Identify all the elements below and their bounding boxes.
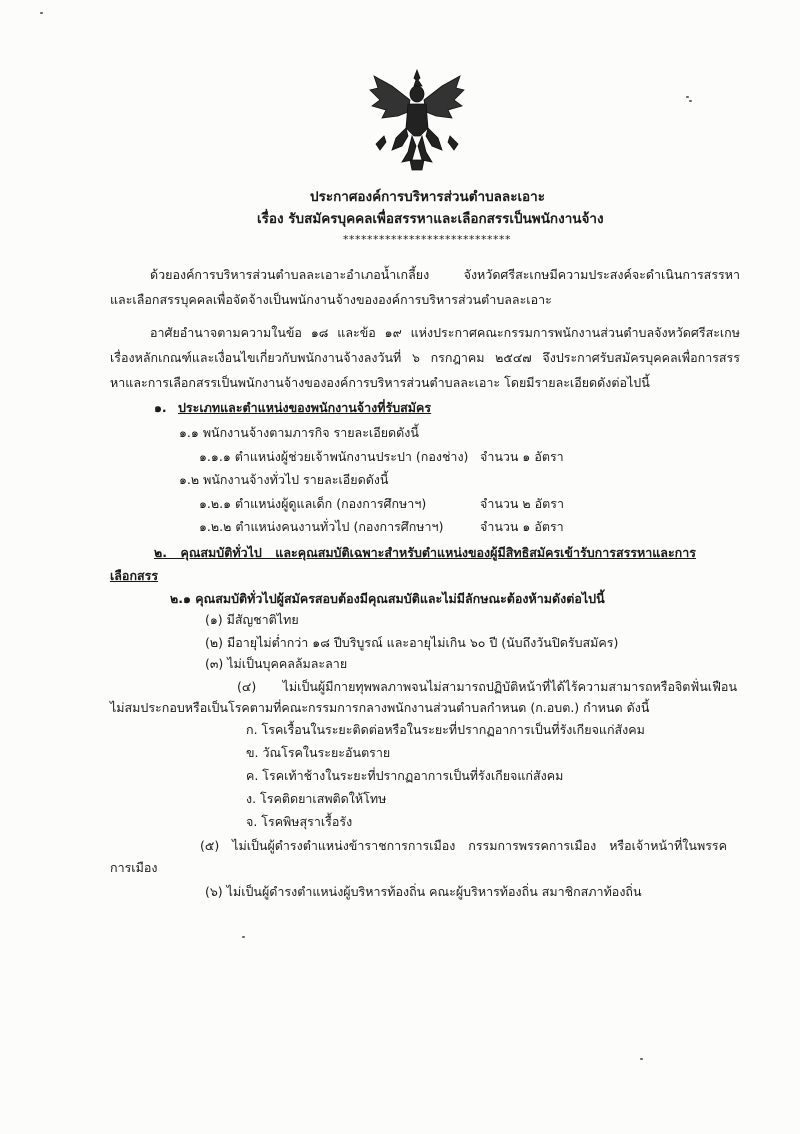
section-1-number: ๑.	[154, 400, 167, 415]
document-subject: เรื่อง รับสมัครบุคคลเพื่อสรรหาและเลือกสรรเป็นพนักงานจ้าง	[257, 211, 604, 227]
scan-speck	[689, 100, 692, 102]
position-1-2-1: ๑.๒.๑ ตำแหน่งผู้ดูแลเด็ก (กองการศึกษาฯ)	[199, 496, 427, 511]
section-1-1: ๑.๑ พนักงานจ้างตามภารกิจ รายละเอียดดังนี้	[179, 425, 419, 440]
disease-e: จ. โรคพิษสุราเรื้อรัง	[246, 814, 353, 829]
position-1-2-2: ๑.๒.๒ ตำแหน่งคนงานทั่วไป (กองการศึกษาฯ)	[199, 519, 444, 534]
position-1-2-1-count: จำนวน ๒ อัตรา	[480, 496, 564, 511]
intro-paragraph-2-end: หาและการเลือกสรรเป็นพนักงานจ้างขององค์การบริหารส่วนตำบลละเอาะ โดยมีรายละเอียดดังต่อไปนี้	[110, 375, 650, 390]
scan-speck	[40, 12, 43, 14]
position-1-1-1: ๑.๑.๑ ตำแหน่งผู้ช่วยเจ้าพนักงานประปา (กองช่าง)	[199, 449, 469, 464]
scan-speck	[640, 1058, 643, 1060]
intro-paragraph-2: อาศัยอำนาจตามความในข้อ ๑๘ และข้อ ๑๙ แห่งประกาศคณะกรรมการพนักงานส่วนตำบลจังหวัดศรีสะเกษ	[150, 325, 740, 340]
title-separator: ****************************	[343, 233, 511, 246]
qualification-2: (๒) มีอายุไม่ต่ำกว่า ๑๘ ปีบริบูรณ์ และอายุไม่เกิน ๖๐ ปี (นับถึงวันปิดรับสมัคร)	[205, 635, 619, 650]
document-title: ประกาศองค์การบริหารส่วนตำบลละเอาะ	[310, 189, 545, 205]
qualification-6: (๖) ไม่เป็นผู้ดำรงตำแหน่งผู้บริหารท้องถิ่น คณะผู้บริหารท้องถิ่น สมาชิกสภาท้องถิ่น	[205, 884, 642, 899]
disease-b: ข. วัณโรคในระยะอันตราย	[246, 745, 391, 760]
section-2-1-heading: ๒.๑ คุณสมบัติทั่วไปผู้สมัครสอบต้องมีคุณสมบัติและไม่มีลักษณะต้องห้ามดังต่อไปนี้	[170, 591, 605, 606]
garuda-emblem	[362, 66, 472, 176]
intro-paragraph-2-cont: เรื่องหลักเกณฑ์และเงื่อนไขเกี่ยวกับพนักงานจ้างลงวันที่ ๖ กรกฎาคม ๒๕๔๗ จึงประกาศรับสมัครบุคคลเพื่อการสรร	[110, 350, 740, 365]
qualification-4-cont: ไม่สมประกอบหรือเป็นโรคตามที่คณะกรรมการกลางพนักงานส่วนตำบลกำหนด (ก.อบต.) กำหนด ดังนี้	[110, 700, 650, 715]
qualification-1: (๑) มีสัญชาติไทย	[205, 612, 299, 627]
section-1-2: ๑.๒ พนักงานจ้างทั่วไป รายละเอียดดังนี้	[179, 472, 389, 487]
intro-paragraph-1-cont: และเลือกสรรบุคคลเพื่อจัดจ้างเป็นพนักงานจ้างขององค์การบริหารส่วนตำบลละเอาะ	[110, 292, 552, 307]
scan-speck	[242, 936, 245, 938]
position-1-1-1-count: จำนวน ๑ อัตรา	[480, 449, 564, 464]
qualification-4: (๔) ไม่เป็นผู้มีกายทุพพลภาพจนไม่สามารถปฏิบัติหน้าที่ได้ไร้ความสามารถหรือจิตฟั่นเฟือน	[237, 679, 737, 694]
disease-c: ค. โรคเท้าช้างในระยะที่ปรากฏอาการเป็นที่รังเกียจแก่สังคม	[246, 768, 564, 783]
section-2-heading-cont: เลือกสรร	[110, 568, 159, 583]
qualification-3: (๓) ไม่เป็นบุคคลล้มละลาย	[205, 656, 348, 671]
disease-d: ง. โรคติดยาเสพติดให้โทษ	[246, 791, 387, 806]
disease-a: ก. โรคเรื้อนในระยะติดต่อหรือในระยะที่ปรากฏอาการเป็นที่รังเกียจแก่สังคม	[246, 722, 645, 737]
position-1-2-2-count: จำนวน ๑ อัตรา	[480, 519, 564, 534]
scan-speck	[686, 96, 689, 98]
qualification-5-cont: การเมือง	[110, 860, 158, 875]
section-1-heading: ประเภทและตำแหน่งของพนักงานจ้างที่รับสมัคร	[178, 400, 432, 415]
intro-paragraph-1: ด้วยองค์การบริหารส่วนตำบลละเอาะอำเภอน้ำเกลี้ยง จังหวัดศรีสะเกษมีความประสงค์จะดำเนินการสรรหา	[150, 267, 740, 282]
qualification-5: (๕) ไม่เป็นผู้ดำรงตำแหน่งข้าราชการการเมือง กรรมการพรรคการเมือง หรือเจ้าหน้าที่ในพรรค	[200, 838, 727, 853]
section-2-heading: ๒. คุณสมบัติทั่วไป และคุณสมบัติเฉพาะสำหรับตำแหน่งของผู้มีสิทธิสมัครเข้ารับการสรรหาและการ	[154, 545, 696, 560]
